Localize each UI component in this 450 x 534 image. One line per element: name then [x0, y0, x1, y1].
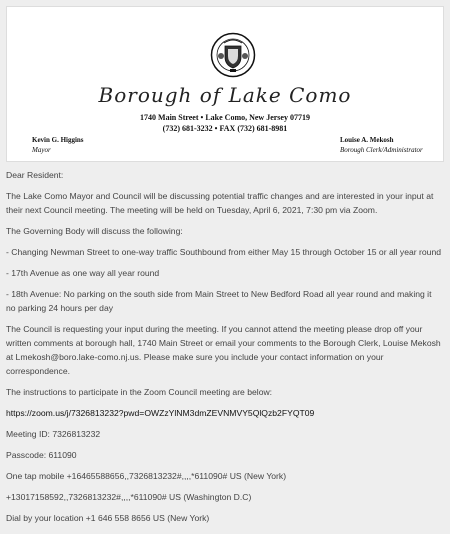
instructions-paragraph: The instructions to participate in the Zoom Council meeting are below: [6, 387, 273, 397]
borough-seal-icon [210, 32, 256, 78]
salutation: Dear Resident: [6, 170, 64, 180]
clerk-block [340, 135, 423, 155]
clerk-title: Borough Clerk/Administrator [340, 146, 423, 154]
governing-body-paragraph: The Governing Body will discuss the following: [6, 226, 183, 236]
clerk-name: Louise A. Mekosh [340, 136, 394, 144]
passcode: Passcode: 611090 [6, 450, 77, 460]
agenda-item: - 17th Avenue as one way all year round [6, 268, 160, 278]
borough-phone: (732) 681-3232 • FAX (732) 681-8981 [162, 124, 288, 133]
zoom-link[interactable]: https://zoom.us/j/7326813232?pwd=OWZzYlNM3dmZEVNMVY5QlQzb2FYQT09 [6, 408, 315, 418]
letter-body [6, 168, 442, 532]
one-tap-mobile-2: +13017158592,,7326813232#,,,,*611090# US (Washington D.C) [6, 492, 252, 502]
letterhead [6, 6, 444, 162]
one-tap-mobile: One tap mobile +16465588656,,7326813232#,,,,*611090# US (New York) [6, 471, 287, 481]
mayor-block [32, 135, 84, 155]
borough-address: 1740 Main Street • Lake Como, New Jersey 07719 [140, 113, 310, 122]
mayor-title: Mayor [32, 146, 51, 154]
borough-name: Borough of Lake Como [98, 83, 352, 107]
dial-by-location: Dial by your location +1 646 558 8656 US (New York) [6, 513, 210, 523]
meeting-id: Meeting ID: 7326813232 [6, 429, 101, 439]
agenda-item: - 18th Avenue: No parking on the south side from Main Street to New Bedford Road all year round and making it no parking 24 hours per day [6, 289, 432, 313]
request-paragraph: The Council is requesting your input during the meeting. If you cannot attend the meeting please drop off your written comments at borough hall, 1740 Main Street or email your comments to the Borough Clerk, Louise Mekosh at Lmekosh@boro.lake-como.nj.us. Please make sure you include your contact information on your correspondence. [6, 324, 441, 376]
mayor-name: Kevin G. Higgins [32, 136, 84, 144]
agenda-item: - Changing Newman Street to one-way traffic Southbound from either May 15 through October 15 or all year round [6, 247, 442, 257]
intro-paragraph: The Lake Como Mayor and Council will be discussing potential traffic changes and are interested in your input at their next Council meeting. The meeting will be held on Tuesday, April 6, 2021, 7:30 pm via Zoom. [6, 191, 434, 215]
